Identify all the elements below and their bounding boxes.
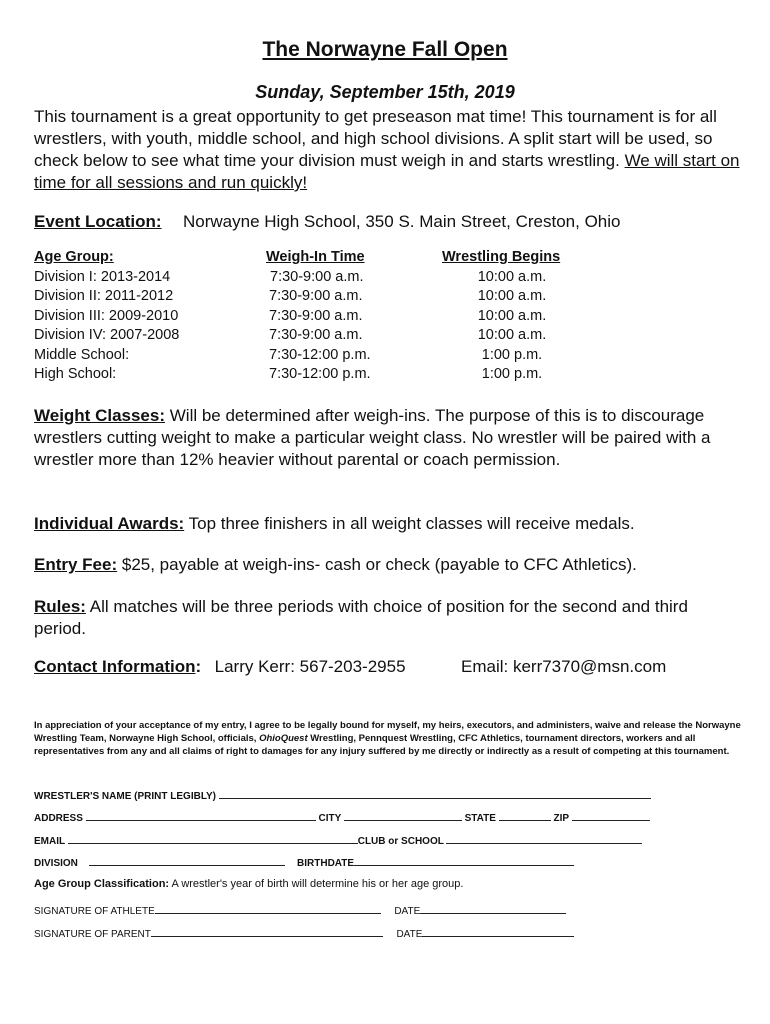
schedule-row (34, 326, 594, 346)
contact-section (34, 656, 744, 678)
contact-email: Email: kerr7370@msn.com (461, 657, 667, 676)
waiver-italic: OhioQuest (259, 733, 308, 744)
club-field[interactable] (446, 834, 642, 844)
division-field[interactable] (89, 856, 285, 866)
intro-paragraph (34, 106, 744, 194)
division-label: DIVISION (34, 858, 78, 869)
schedule-cell: Division IV: 2007-2008 (34, 327, 180, 343)
email-field[interactable] (68, 834, 358, 844)
entry-fee-section (34, 554, 744, 576)
schedule-row (34, 346, 594, 366)
schedule-cell: Division I: 2013-2014 (34, 268, 171, 285)
email-label: EMAIL (34, 836, 65, 847)
event-location-label: Event Location: (34, 212, 162, 231)
parent-signature-field[interactable] (151, 927, 383, 937)
schedule-cell: 7:30-12:00 p.m. (269, 346, 371, 363)
division-row (34, 856, 574, 869)
weight-classes-section (34, 405, 744, 471)
wrestler-name-field[interactable] (219, 789, 651, 799)
birthdate-label: BIRTHDATE (297, 858, 355, 869)
intro-text: This tournament is a great opportunity to get preseason mat time! This tournament is for all wrestlers, with youth, middle school, and high school divisions. A split start will be used, so check below to see what time your division must weigh in and starts wrestling. (34, 107, 717, 170)
individual-awards-section (34, 513, 744, 535)
schedule-header-age-group: Age Group: (34, 249, 114, 265)
parent-date-field[interactable] (422, 927, 574, 937)
rules-text: All matches will be three periods with choice of position for the second and third period. (34, 597, 688, 638)
schedule-cell: 7:30-9:00 a.m. (270, 268, 364, 285)
page-title: The Norwayne Fall Open (262, 38, 508, 61)
schedule-header-weigh-in: Weigh-In Time (266, 249, 365, 265)
weight-classes-label: Weight Classes: (34, 406, 166, 425)
schedule-cell: High School: (34, 366, 117, 382)
city-field[interactable] (344, 811, 462, 821)
birthdate-field[interactable] (354, 856, 574, 866)
schedule-cell: 7:30-9:00 a.m. (269, 288, 363, 304)
athlete-date-label: DATE (394, 906, 421, 917)
schedule-row (34, 268, 594, 288)
contact-phone: Larry Kerr: 567-203-2955 (214, 657, 406, 676)
address-label: ADDRESS (34, 813, 83, 824)
rules-section (34, 596, 744, 640)
schedule-cell: Division II: 2011-2012 (34, 288, 174, 304)
schedule-cell: 7:30-9:00 a.m. (269, 307, 363, 324)
schedule-header-wrestling-begins: Wrestling Begins (442, 249, 561, 265)
parent-date-label: DATE (396, 929, 423, 940)
wrestler-name-row (34, 789, 651, 802)
rules-label: Rules: (34, 597, 86, 616)
age-group-label: Age Group Classification: (34, 878, 170, 890)
individual-awards-label: Individual Awards: (34, 514, 185, 533)
wrestler-name-label: WRESTLER'S NAME (PRINT LEGIBLY) (34, 791, 217, 802)
event-location-value: Norwayne High School, 350 S. Main Street, Creston, Ohio (182, 212, 621, 231)
schedule-cell: 1:00 p.m. (481, 366, 543, 382)
waiver-part2: Wrestling, Pennquest Wrestling, CFC Athletics, tournament directors, workers and all representatives from any and all claims of right to damages for any injury suffered by me directly or indirectly as a result of competing at this tournament. (34, 733, 730, 757)
age-group-text: A wrestler's year of birth will determine his or her age group. (171, 878, 464, 890)
weight-classes-text: Will be determined after weigh-ins. The purpose of this is to discourage wrestlers cutting weight to make a particular weight class. No wrestler will be paired with a wrestler more than 12% heavier without parental or coach permission. (34, 406, 711, 469)
schedule-cell: Division III: 2009-2010 (34, 307, 179, 324)
club-label: CLUB or SCHOOL (357, 836, 444, 847)
schedule-row (34, 365, 594, 385)
schedule-cell: 10:00 a.m. (477, 288, 547, 304)
schedule-table (34, 248, 594, 385)
waiver-text (34, 719, 744, 758)
athlete-signature-row (34, 904, 566, 917)
schedule-cell: Middle School: (34, 346, 130, 363)
email-row (34, 834, 642, 847)
event-location (34, 211, 744, 233)
athlete-date-field[interactable] (420, 904, 566, 914)
address-field[interactable] (86, 811, 316, 821)
address-row (34, 811, 650, 824)
zip-field[interactable] (572, 811, 650, 821)
entry-fee-label: Entry Fee: (34, 555, 118, 574)
schedule-row (34, 307, 594, 327)
contact-label: Contact Information (34, 657, 196, 676)
parent-signature-label: SIGNATURE OF PARENT (34, 929, 151, 940)
event-date: Sunday, September 15th, 2019 (255, 82, 515, 102)
state-label: STATE (464, 813, 496, 824)
schedule-cell: 1:00 p.m. (481, 346, 543, 363)
intro-underlined-text: We will start on time for all sessions and run quickly! (34, 151, 740, 192)
zip-label: ZIP (553, 813, 569, 824)
parent-signature-row (34, 927, 574, 940)
schedule-cell: 7:30-9:00 a.m. (269, 327, 363, 343)
state-field[interactable] (499, 811, 551, 821)
schedule-cell: 10:00 a.m. (477, 327, 547, 343)
city-label: CITY (318, 813, 342, 824)
schedule-header-row (34, 248, 594, 268)
schedule-cell: 10:00 a.m. (477, 307, 547, 324)
schedule-cell: 10:00 a.m. (477, 268, 547, 285)
athlete-signature-field[interactable] (155, 904, 381, 914)
age-group-classification (34, 878, 463, 890)
waiver-part1: In appreciation of your acceptance of my entry, I agree to be legally bound for myself, my heirs, executors, and administers, waive and release the Norwayne Wrestling Team, Norwayne High School, officials, (34, 720, 741, 744)
individual-awards-text: Top three finishers in all weight classes will receive medals. (188, 514, 635, 533)
contact-label-colon: : (195, 657, 202, 676)
schedule-cell: 7:30-12:00 p.m. (269, 366, 371, 382)
entry-fee-text: $25, payable at weigh-ins- cash or check (payable to CFC Athletics). (121, 555, 637, 574)
athlete-signature-label: SIGNATURE OF ATHLETE (34, 906, 155, 917)
schedule-row (34, 287, 594, 307)
